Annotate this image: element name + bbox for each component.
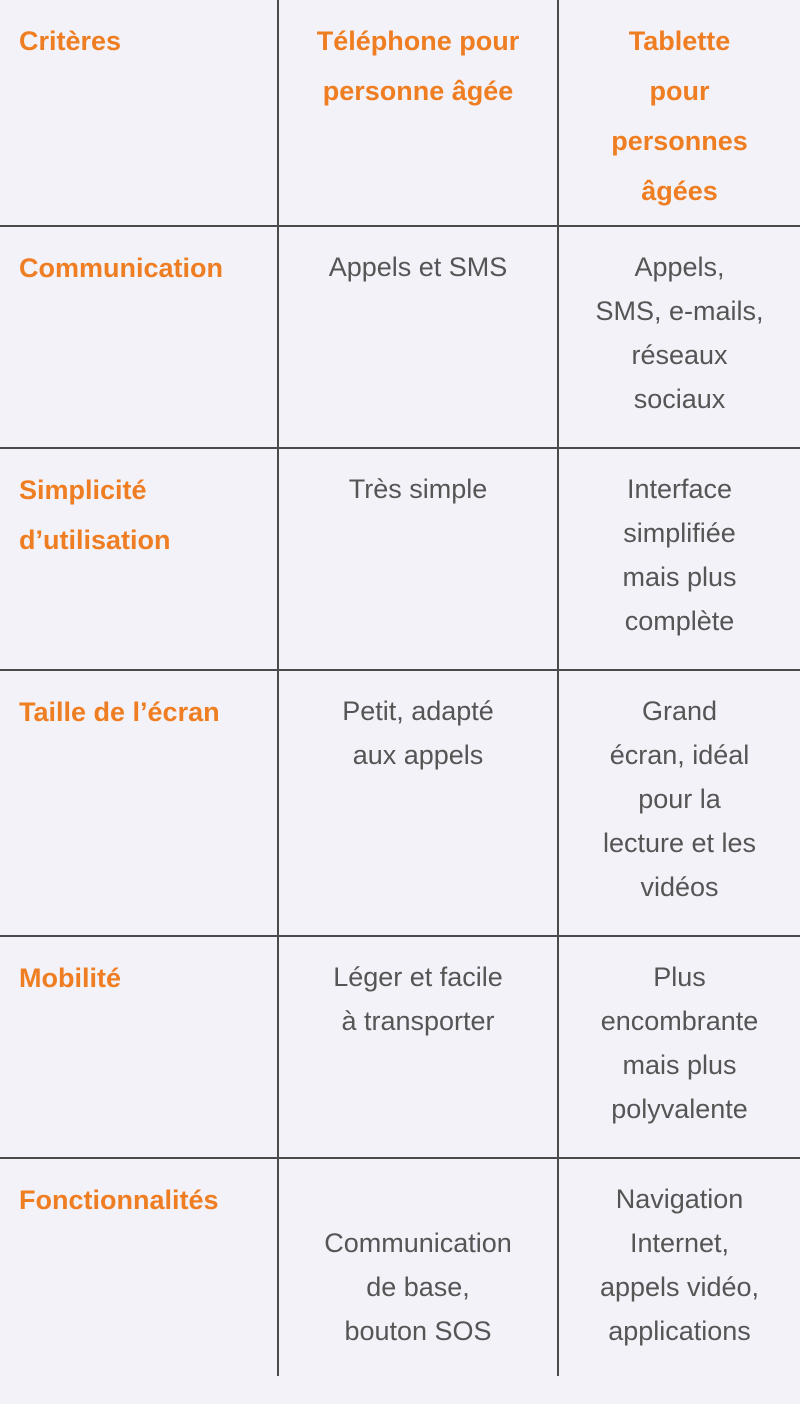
criterion-cell: Mobilité: [0, 936, 278, 1158]
criterion-cell: Simplicité d’utilisation: [0, 448, 278, 670]
table-row: [0, 448, 800, 670]
phone-cell: Communication de base, bouton SOS: [278, 1158, 558, 1376]
table-row: [0, 226, 800, 448]
criterion-cell: Taille de l’écran: [0, 670, 278, 936]
header-phone: Téléphone pour personne âgée: [278, 0, 558, 226]
criterion-cell: Fonctionnalités: [0, 1158, 278, 1376]
header-tablet: Tablette pour personnes âgées: [558, 0, 800, 226]
phone-cell: Petit, adapté aux appels: [278, 670, 558, 936]
header-criteria: Critères: [0, 0, 278, 226]
tablet-cell: Appels, SMS, e-mails, réseaux sociaux: [558, 226, 800, 448]
table-row: [0, 670, 800, 936]
phone-cell: Léger et facile à transporter: [278, 936, 558, 1158]
table-row: [0, 1158, 800, 1376]
phone-cell: Très simple: [278, 448, 558, 670]
tablet-cell: Interface simplifiée mais plus complète: [558, 448, 800, 670]
table-header-row: [0, 0, 800, 226]
tablet-cell: Grand écran, idéal pour la lecture et les vidéos: [558, 670, 800, 936]
table-row: [0, 936, 800, 1158]
phone-cell: Appels et SMS: [278, 226, 558, 448]
tablet-cell: Plus encombrante mais plus polyvalente: [558, 936, 800, 1158]
tablet-cell: Navigation Internet, appels vidéo, applications: [558, 1158, 800, 1376]
criterion-cell: Communication: [0, 226, 278, 448]
